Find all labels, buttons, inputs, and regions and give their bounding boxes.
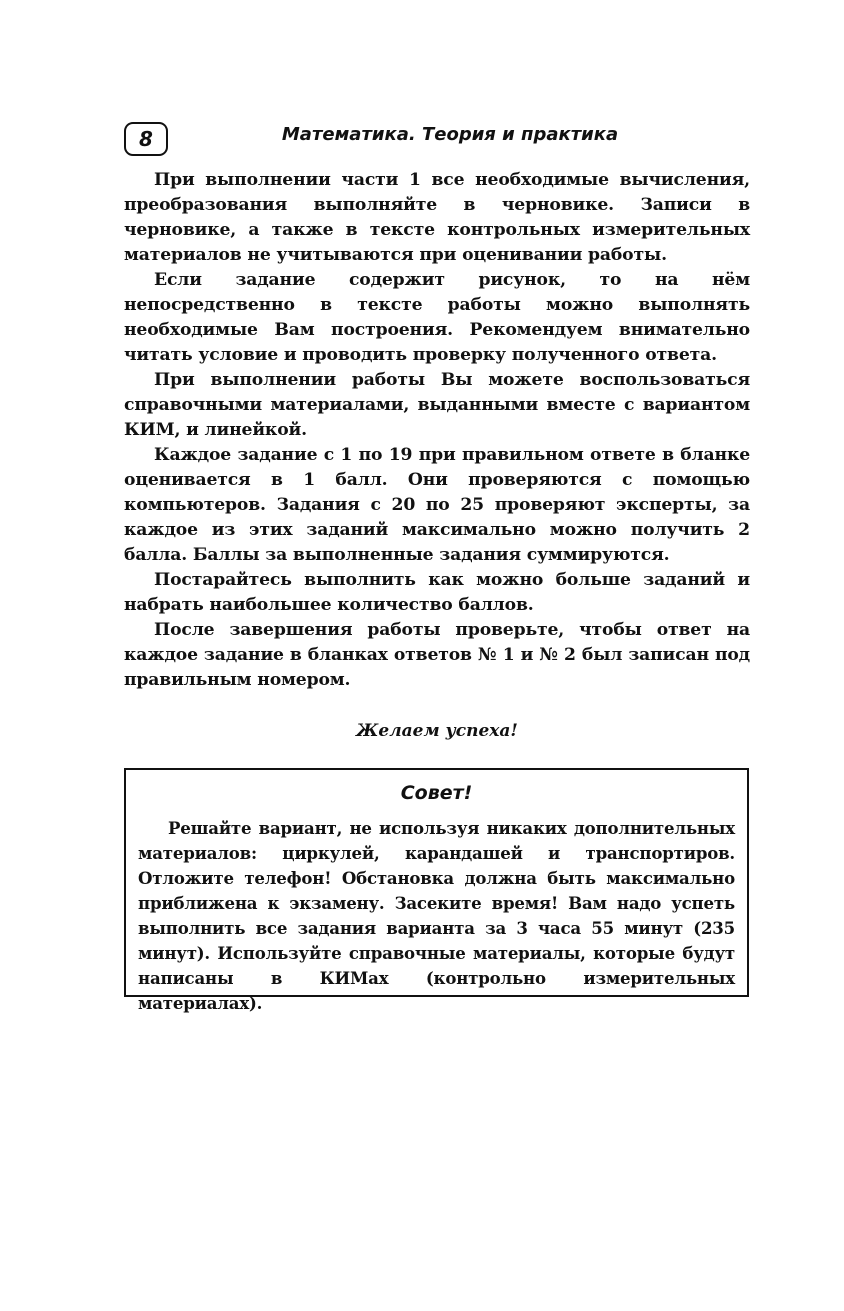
advice-box bbox=[124, 768, 749, 1013]
paragraph: При выполнении части 1 все необходимые вычисления, преобразования выполняйте в черновике. Записи в черновике, а также в тексте контрольных измерительных материалов не учитываются при оценивании работы. bbox=[124, 170, 750, 265]
paragraph: Если задание содержит рисунок, то на нём непосредственно в тексте работы можно выполнять необходимые Вам построения. Рекомендуем внимательно читать условие и проводить проверку полученного ответа. bbox=[124, 270, 750, 365]
page-number: 8 bbox=[124, 122, 168, 156]
advice-text: Решайте вариант, не используя никаких дополнительных материалов: циркулей, карандашей и транспортиров. Отложите телефон! Обстановка должна быть максимально приближена к экзамену. Засеките время! Вам надо успеть выполнить все задания варианта за 3 часа 55 минут (235 минут). Используйте справочные материалы, которые будут написаны в КИМах (контрольно измерительных материалах). bbox=[138, 818, 735, 1013]
running-title: Математика. Теория и практика bbox=[281, 124, 619, 145]
instructions-body bbox=[124, 168, 750, 693]
good-luck-wish: Желаем успеха! bbox=[356, 721, 518, 741]
paragraph: Каждое задание с 1 по 19 при правильном ответе в бланке оценивается в 1 балл. Они проверяются с помощью компьютеров. Задания с 20 по 25 проверяют эксперты, за каждое из этих заданий максимально можно получить 2 балла. Баллы за выполненные задания суммируются. bbox=[124, 445, 750, 565]
advice-title: Совет! bbox=[400, 782, 473, 804]
paragraph: При выполнении работы Вы можете воспользоваться справочными материалами, выданными вместе с вариантом КИМ, и линейкой. bbox=[124, 370, 750, 440]
paragraph: Постарайтесь выполнить как можно больше заданий и набрать наибольшее количество баллов. bbox=[124, 570, 750, 615]
paragraph: После завершения работы проверьте, чтобы ответ на каждое задание в бланках ответов № 1 и № 2 был записан под правильным номером. bbox=[124, 620, 750, 690]
